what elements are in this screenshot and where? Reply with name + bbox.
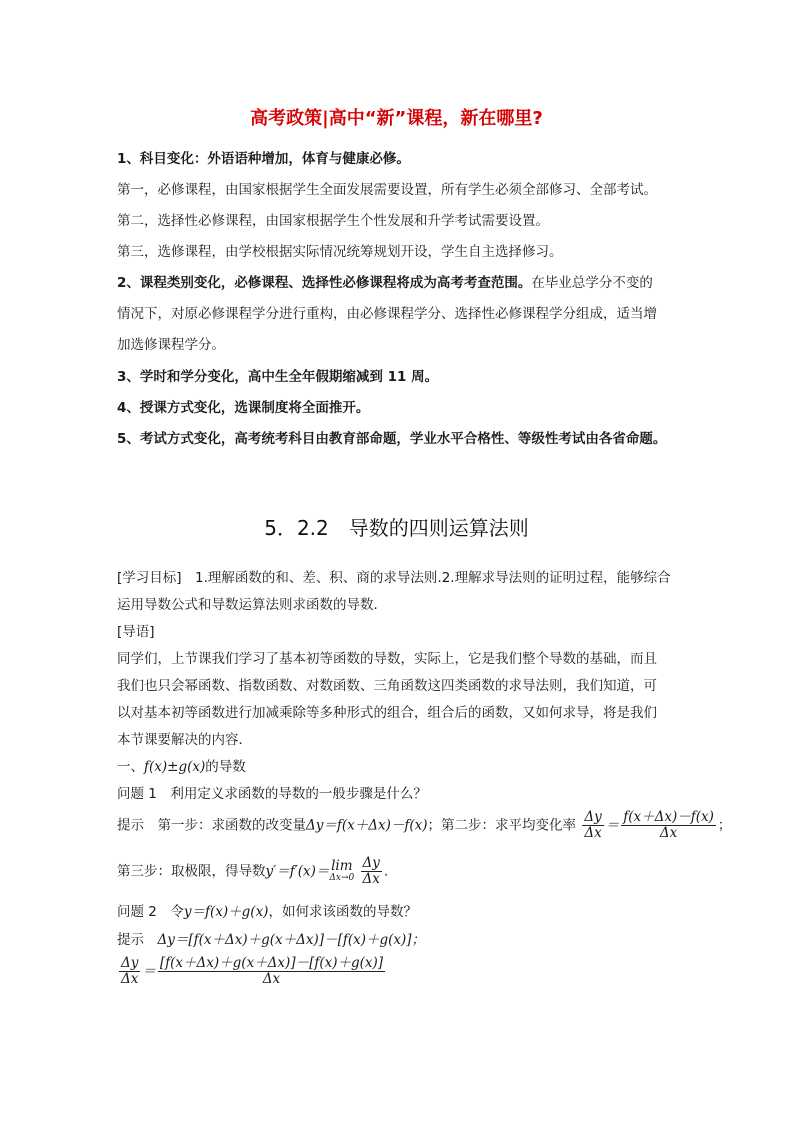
learning-goals-b: 运用导数公式和导数运算法则求函数的导数． — [117, 597, 387, 613]
limit-label: lim — [331, 857, 353, 874]
question-1: 问题 1 利用定义求函数的导数的一般步骤是什么？ — [117, 786, 427, 802]
fraction-denominator: Δx — [121, 971, 139, 987]
policy-title: 高考政策|高中“新”课程，新在哪里? — [250, 108, 543, 129]
policy-item-5: 5、考试方式变化，高考统考科目由教育部命题，学业水平合格性、等级性考试由各省命题。 — [117, 431, 667, 447]
policy-item-3: 3、学时和学分变化，高中生全年假期缩减到 11 周。 — [117, 369, 439, 385]
fraction-numerator: Δy — [584, 809, 602, 825]
question-2 — [117, 900, 417, 920]
lesson-title: 5．2.2 导数的四则运算法则 — [264, 516, 529, 540]
limit-operator — [329, 857, 355, 884]
fraction-numerator: Δy — [121, 955, 139, 971]
policy-paragraph-3: 第三，选修课程，由学校根据实际情况统筹规划开设，学生自主选择修习。 — [117, 244, 563, 260]
question-2-math: y＝f(x)＋g(x) — [183, 904, 269, 920]
fraction-denominator: Δx — [262, 971, 281, 987]
policy-paragraph-2: 第二，选择性必修课程，由国家根据学生个性发展和升学考试需要设置。 — [117, 213, 549, 229]
policy-item-1: 1、科目变化：外语语种增加，体育与健康必修。 — [117, 151, 410, 167]
intro-line-b: 我们也只会幂函数、指数函数、对数函数、三角函数这四类函数的求导法则，我们知道，可 — [117, 678, 657, 694]
fraction-denominator: Δx — [659, 825, 678, 841]
policy-item-4: 4、授课方式变化，选课制度将全面推开。 — [117, 400, 370, 416]
difference-quotient-fraction — [621, 810, 716, 841]
fraction-numerator: Δy — [362, 855, 380, 871]
section-1-suffix: 的导数 — [205, 759, 246, 775]
question-2-text-b: ，如何求该函数的导数？ — [268, 904, 417, 920]
step-3 — [117, 856, 388, 887]
hint-1 — [117, 810, 731, 841]
equals-sign: ＝ — [142, 963, 156, 980]
intro-label: [导语] — [117, 624, 155, 640]
derivative-fraction — [361, 856, 382, 887]
avg-rate-fraction — [582, 810, 603, 841]
intro-line-a: 同学们，上节课我们学习了基本初等函数的导数，实际上，它是我们整个导数的基础，而且 — [117, 651, 657, 667]
hint-1-math: Δy＝f(x＋Δx)－f(x) — [306, 817, 428, 834]
right-fraction — [158, 956, 385, 987]
difference-quotient-expansion — [117, 956, 387, 987]
policy-item-2-heading: 2、课程类别变化，必修课程、选择性必修课程将成为高考考查范围。 — [117, 275, 532, 291]
fraction-numerator: f(x＋Δx)－f(x) — [623, 809, 714, 825]
hint-1-end: ； — [717, 817, 732, 834]
fraction-numerator: [f(x＋Δx)＋g(x＋Δx)]－[f(x)＋g(x)] — [159, 955, 384, 971]
policy-paragraph-1: 第一，必修课程，由国家根据学生全面发展需要设置，所有学生必须全部修习、全部考试。 — [117, 182, 657, 198]
policy-item-2-text-c: 加选修课程学分。 — [117, 337, 225, 353]
intro-line-d: 本节课要解决的内容． — [117, 732, 252, 748]
learning-goals-a: [学习目标] 1.理解函数的和、差、积、商的求导法则.2.理解求导法则的证明过程，能够综合 — [117, 570, 671, 586]
step-3-text: 第三步：取极限，得导数 — [117, 863, 266, 880]
section-heading-1 — [117, 755, 246, 775]
policy-item-2 — [117, 271, 653, 291]
policy-item-2-text-b: 情况下，对原必修课程学分进行重构，由必修课程学分、选择性必修课程学分组成，适当增 — [117, 306, 657, 322]
fraction-denominator: Δx — [362, 871, 380, 887]
hint-2-label: 提示 — [117, 932, 158, 948]
left-fraction — [119, 956, 140, 987]
hint-1-text-b: ；第二步：求平均变化率 — [427, 817, 577, 834]
step-3-math: y′＝f′(x)＝ — [265, 863, 330, 880]
section-1-prefix: 一、 — [117, 759, 144, 775]
section-1-math: f(x)±g(x) — [144, 759, 206, 775]
hint-2-math: Δy＝[f(x＋Δx)＋g(x＋Δx)]－[f(x)＋g(x)]； — [157, 932, 426, 948]
question-2-text-a: 问题 2 令 — [117, 904, 184, 920]
fraction-denominator: Δx — [584, 825, 602, 841]
intro-line-c: 以对基本初等函数进行加减乘除等多种形式的组合，组合后的函数，又如何求导，将是我们 — [117, 705, 657, 721]
hint-2 — [117, 928, 425, 948]
policy-item-2-text-a: 在毕业总学分不变的 — [531, 275, 653, 291]
equals-sign: ＝ — [605, 817, 620, 834]
hint-1-text-a: 提示 第一步：求函数的改变量 — [117, 817, 306, 834]
step-3-end: . — [383, 863, 389, 880]
limit-subscript: Δx→0 — [329, 872, 355, 883]
